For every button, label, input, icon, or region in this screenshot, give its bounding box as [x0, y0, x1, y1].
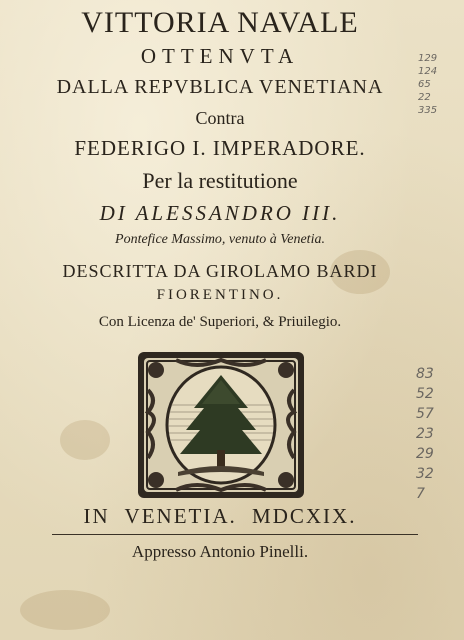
license-line: Con Licenza de' Superiori, & Priuilegio. — [98, 314, 342, 330]
title-subtitle: OTTENVTA — [140, 44, 300, 68]
title-main: VITTORIA NAVALE — [81, 6, 359, 39]
note-line: 32 — [416, 466, 434, 482]
note-line: 23 — [416, 426, 434, 442]
title-pope: DI ALESSANDRO III. — [99, 201, 341, 225]
author-origin: FIORENTINO. — [156, 287, 284, 303]
handwritten-notes-top — [418, 52, 437, 117]
note-line: 65 — [418, 79, 431, 90]
title-pope-subtitle: Pontefice Massimo, venuto à Venetia. — [115, 232, 325, 247]
imprint-place: IN VENETIA. — [83, 504, 237, 528]
title-restitution: Per la restitutione — [142, 168, 298, 193]
title-republic: DALLA REPVBLICA VENETIANA — [56, 76, 384, 98]
note-line: 7 — [416, 486, 425, 502]
paper-stain — [60, 420, 110, 460]
handwritten-notes-margin — [416, 364, 434, 504]
printer-device-woodcut — [136, 350, 306, 500]
note-line: 57 — [416, 406, 434, 422]
paper-stain — [20, 590, 110, 630]
note-line: 83 — [416, 366, 434, 382]
note-line: 29 — [416, 446, 434, 462]
note-line: 335 — [418, 105, 438, 116]
imprint-line — [0, 504, 440, 529]
title-emperor: FEDERIGO I. IMPERADORE. — [74, 136, 366, 160]
note-line: 22 — [418, 92, 431, 103]
note-line: 52 — [416, 386, 434, 402]
imprint-year: MDCXIX. — [252, 504, 357, 528]
title-contra: Contra — [195, 108, 245, 128]
note-line: 124 — [418, 66, 438, 77]
author-line: DESCRITTA DA GIROLAMO BARDI — [62, 261, 378, 281]
publisher-line: Appresso Antonio Pinelli. — [131, 542, 309, 561]
note-line: 129 — [418, 53, 438, 64]
imprint-divider — [52, 534, 418, 535]
